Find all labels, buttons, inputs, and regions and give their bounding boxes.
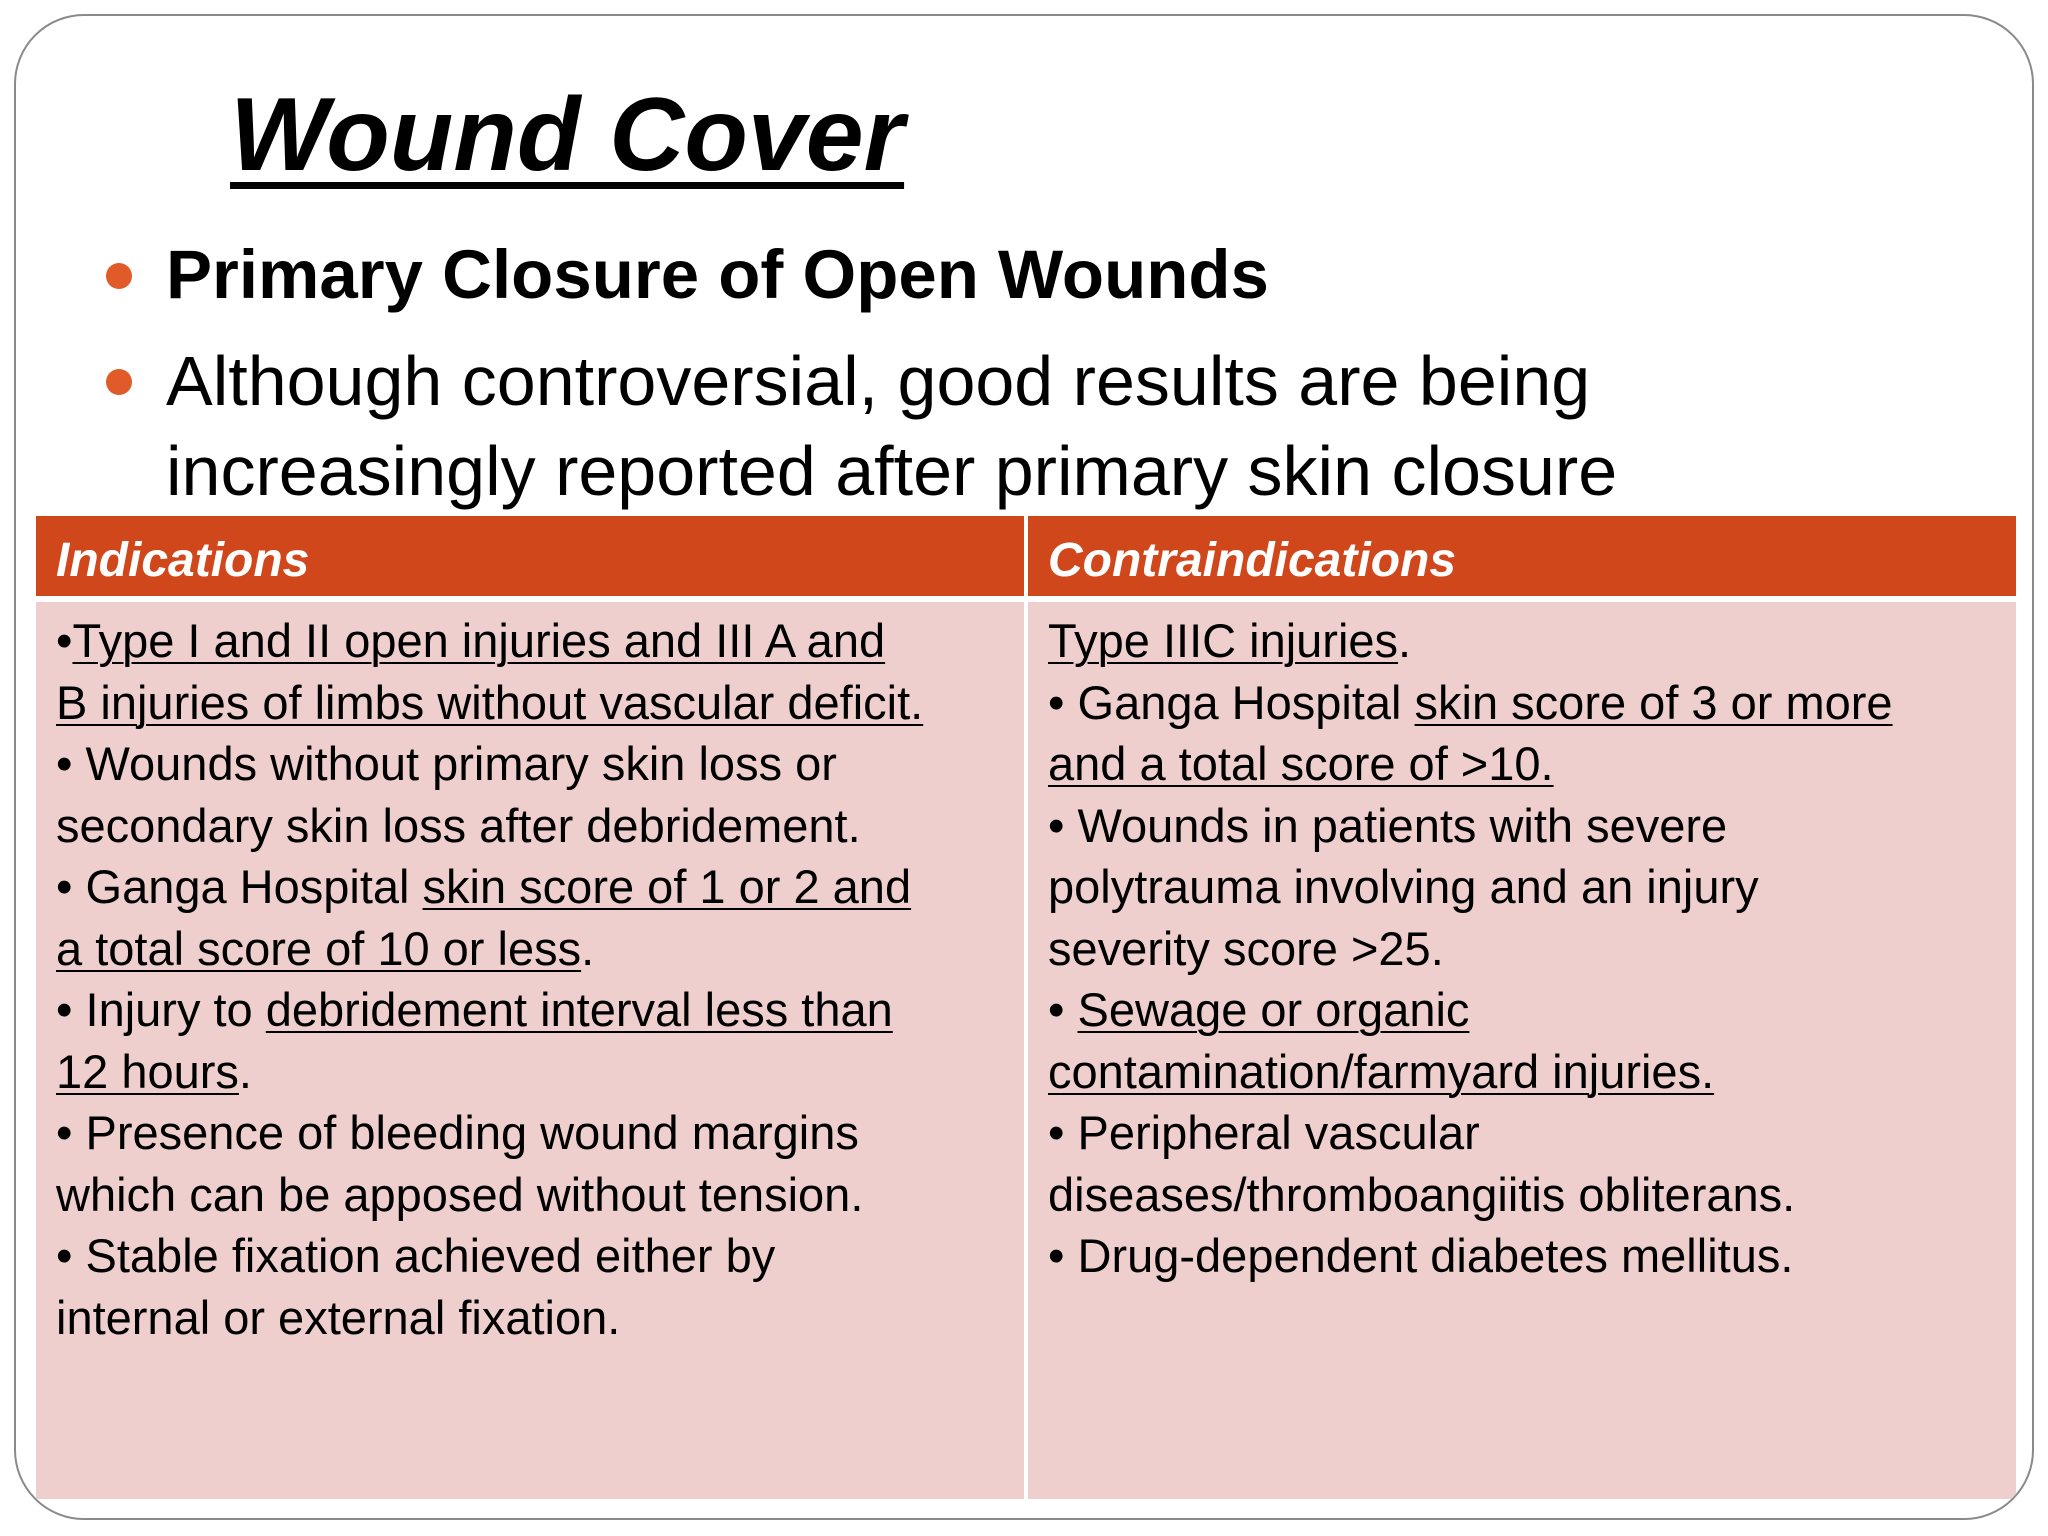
indications-table	[36, 516, 2016, 1499]
bullet-text: Primary Closure of Open Wounds	[166, 236, 1269, 313]
plain-text: .	[1398, 614, 1412, 667]
underlined-text: skin score of 3 or more	[1414, 675, 1893, 729]
bullet-item	[106, 230, 2006, 320]
text-line	[56, 979, 1004, 1041]
bullet-text: Although controversial, good results are being	[166, 342, 1591, 420]
text-line	[56, 918, 1004, 980]
text-line	[56, 1041, 1004, 1103]
text-line: secondary skin loss after debridement.	[56, 798, 861, 852]
underlined-text: Type I and II open injuries and III A and	[72, 614, 886, 667]
text-line: • Stable fixation achieved either by	[56, 1229, 776, 1282]
plain-text: • Ganga Hospital	[1048, 675, 1415, 729]
underlined-text: contamination/farmyard injuries.	[1048, 1044, 1715, 1098]
underlined-text: and a total score of >10.	[1048, 737, 1554, 790]
bullet-list	[106, 230, 2006, 516]
header-indications: Indications	[36, 516, 1026, 599]
text-line: • Wounds without primary skin loss or	[56, 737, 837, 790]
bullet-dot-icon	[106, 369, 132, 395]
text-line	[1048, 672, 1996, 734]
header-contraindications: Contraindications	[1026, 516, 2016, 599]
underlined-text: Type IIIC injuries	[1048, 614, 1399, 667]
underlined-text: 12 hours	[56, 1044, 239, 1098]
indications-cell	[36, 599, 1026, 1499]
text-line	[1048, 979, 1996, 1041]
text-line: • Wounds in patients with severe	[1048, 798, 1728, 852]
text-line	[1048, 610, 1996, 672]
text-line: diseases/thromboangiitis obliterans.	[1048, 1167, 1796, 1221]
plain-text: .	[238, 1044, 252, 1098]
underlined-text: debridement interval less than	[265, 983, 893, 1036]
text-line: internal or external fixation.	[56, 1290, 621, 1344]
underlined-text: B injuries of limbs without vascular deficit.	[56, 675, 924, 729]
bullet-dot-icon	[106, 263, 132, 289]
bullet-char: •	[56, 614, 73, 667]
underlined-text: skin score of 1 or 2 and	[422, 860, 912, 913]
text-line: severity score >25.	[1048, 921, 1444, 975]
text-line	[56, 610, 1004, 672]
table-header-row	[36, 516, 2016, 599]
underlined-text: Sewage or organic	[1077, 983, 1470, 1036]
underlined-text: a total score of 10 or less	[56, 921, 582, 975]
slide-title: Wound Cover	[230, 77, 905, 193]
contraindications-cell	[1026, 599, 2016, 1499]
text-line: • Drug-dependent diabetes mellitus.	[1048, 1229, 1794, 1282]
plain-text: • Ganga Hospital	[56, 860, 423, 913]
text-line: • Presence of bleeding wound margins	[56, 1106, 859, 1159]
slide	[14, 14, 2034, 1520]
plain-text: • Injury to	[56, 983, 266, 1036]
plain-text: .	[581, 921, 595, 975]
text-line	[56, 856, 1004, 918]
text-line: • Peripheral vascular	[1048, 1106, 1480, 1159]
table-row	[36, 599, 2016, 1499]
bullet-item	[106, 336, 2006, 516]
text-line: polytrauma involving and an injury	[1048, 860, 1759, 913]
text-line: which can be apposed without tension.	[56, 1167, 864, 1221]
bullet-text: increasingly reported after primary skin closure	[166, 432, 1618, 510]
plain-text: •	[1048, 983, 1078, 1036]
